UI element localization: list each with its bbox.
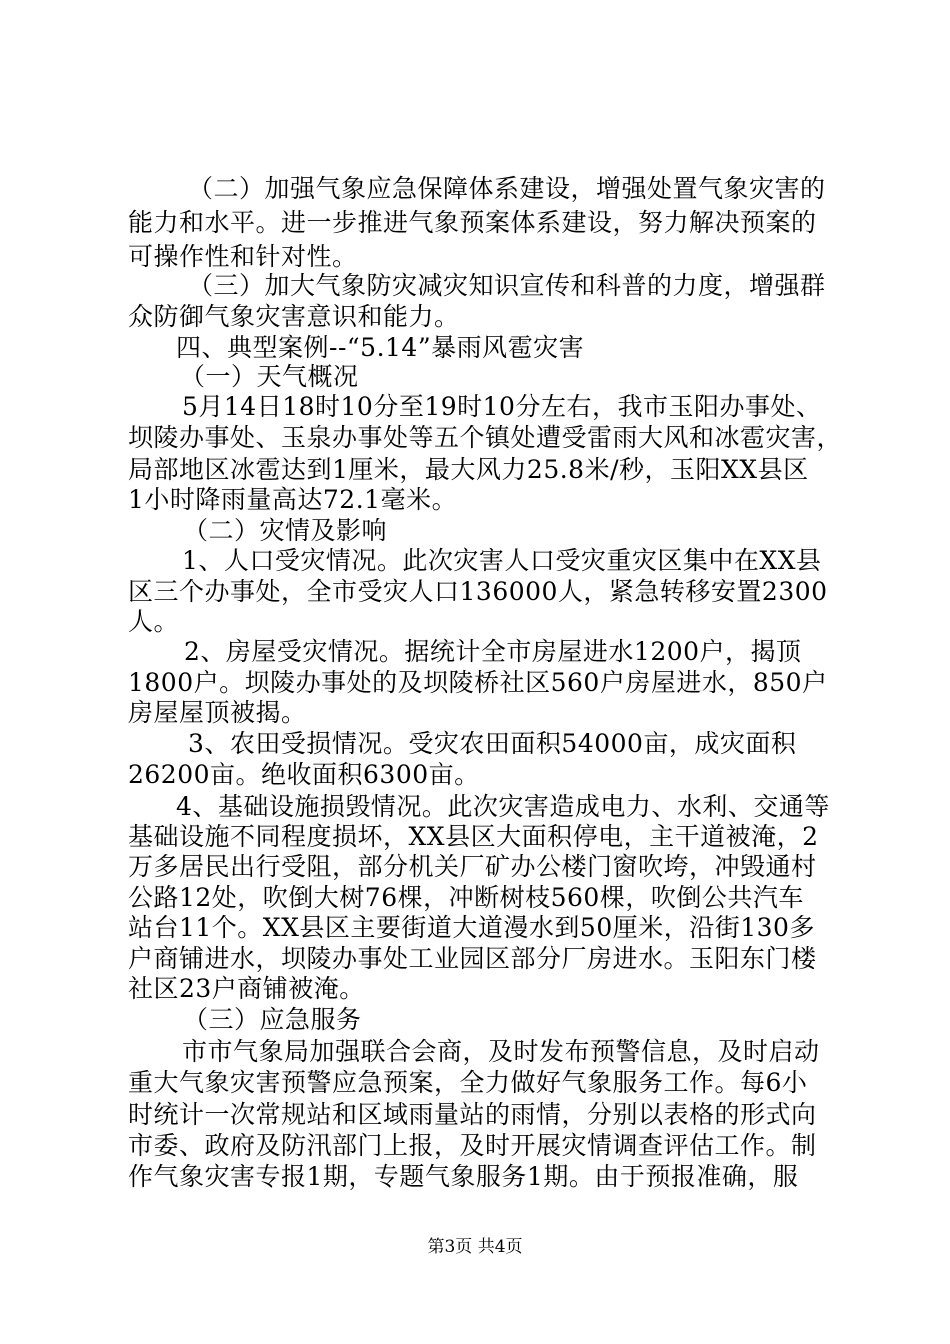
text-line: 基础设施不同程度损坏，XX县区大面积停电，主干道被淹，2 bbox=[128, 822, 819, 851]
text-line: 时统计一次常规站和区域雨量站的雨情，分别以表格的形式向 bbox=[128, 1100, 817, 1129]
text-line: 局部地区冰雹达到1厘米，最大风力25.8米/秒，玉阳XX县区 bbox=[128, 455, 809, 484]
text-line: （二）加强气象应急保障体系建设，增强处置气象灾害的 bbox=[188, 174, 826, 203]
subsection-heading: （三）应急服务 bbox=[183, 1005, 362, 1034]
text-line: 众防御气象灾害意识和能力。 bbox=[128, 302, 460, 331]
text-line: 万多居民出行受阻，部分机关厂矿办公楼门窗吹垮，冲毁通村 bbox=[128, 852, 817, 881]
text-line: 1800户。坝陵办事处的及坝陵桥社区560户房屋进水，850户 bbox=[128, 668, 828, 697]
text-line: 市市气象局加强联合会商，及时发布预警信息，及时启动 bbox=[182, 1037, 820, 1066]
text-line: 1小时降雨量高达72.1毫米。 bbox=[128, 485, 458, 514]
text-line: 1、人口受灾情况。此次灾害人口受灾重灾区集中在XX县 bbox=[182, 546, 822, 575]
subsection-heading: （一）天气概况 bbox=[180, 362, 359, 391]
text-line: 作气象灾害专报1期，专题气象服务1期。由于预报准确，服 bbox=[128, 1162, 799, 1191]
text-line: （三）加大气象防灾减灾知识宣传和科普的力度，增强群 bbox=[188, 271, 826, 300]
section-heading: 四、典型案例--“5.14”暴雨风雹灾害 bbox=[176, 333, 585, 362]
text-line: 能力和水平。进一步推进气象预案体系建设，努力解决预案的 bbox=[128, 208, 817, 237]
text-line: 户商铺进水，坝陵办事处工业园区部分厂房进水。玉阳东门楼 bbox=[128, 944, 817, 973]
text-line: 26200亩。绝收面积6300亩。 bbox=[128, 760, 480, 789]
text-line: 3、农田受损情况。受灾农田面积54000亩，成灾面积 bbox=[188, 729, 797, 758]
text-line: 2、房屋受灾情况。据统计全市房屋进水1200户，揭顶 bbox=[184, 637, 802, 666]
subsection-heading: （二）灾情及影响 bbox=[183, 516, 388, 545]
text-line: 市委、政府及防汛部门上报，及时开展灾情调查评估工作。制 bbox=[128, 1131, 817, 1160]
page-number-footer: 第3页 共4页 bbox=[427, 1237, 523, 1257]
text-line: 房屋屋顶被揭。 bbox=[128, 698, 307, 727]
text-line: 社区23户商铺被淹。 bbox=[128, 974, 365, 1003]
text-line: 公路12处，吹倒大树76棵，冲断树枝560棵，吹倒公共汽车 bbox=[128, 883, 804, 912]
text-line: 区三个办事处，全市受灾人口136000人，紧急转移安置2300 bbox=[128, 577, 828, 606]
text-line: 站台11个。XX县区主要街道大道漫水到50厘米，沿街130多 bbox=[128, 913, 815, 942]
text-line: 重大气象灾害预警应急预案，全力做好气象服务工作。每6小 bbox=[128, 1068, 808, 1097]
text-line: 人。 bbox=[128, 607, 180, 636]
text-line: 5月14日18时10分至19时10分左右，我市玉阳办事处、 bbox=[182, 392, 822, 421]
text-line: 坝陵办事处、玉泉办事处等五个镇处遭受雷雨大风和冰雹灾害， bbox=[128, 423, 843, 452]
text-line: 可操作性和针对性。 bbox=[128, 242, 358, 271]
text-line: 4、基础设施损毁情况。此次灾害造成电力、水利、交通等 bbox=[176, 792, 830, 821]
